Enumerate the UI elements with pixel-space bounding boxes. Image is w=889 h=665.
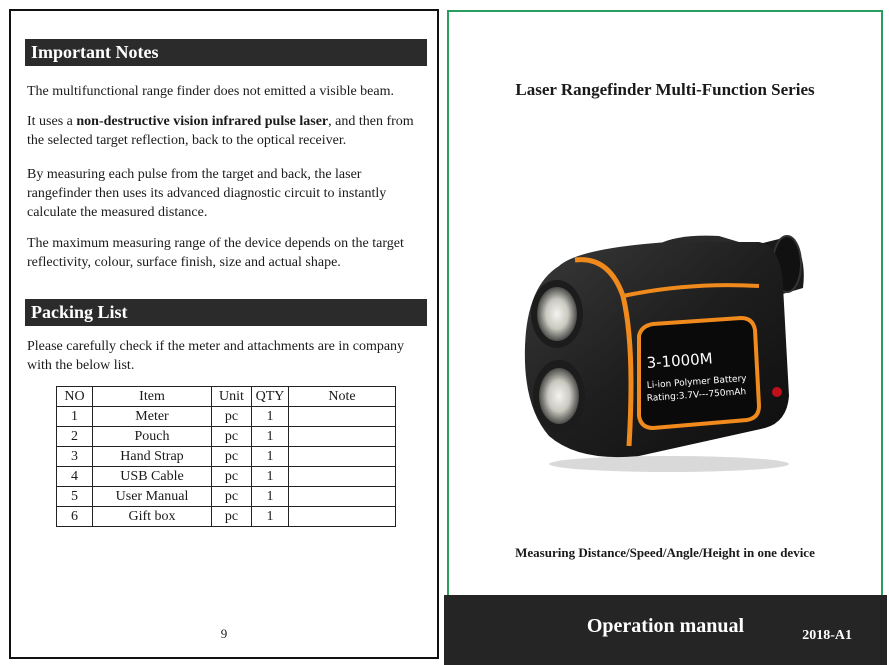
table-row (57, 427, 396, 447)
lower-lens (539, 368, 579, 424)
cell-unit: pc (212, 507, 252, 527)
cell-qty: 1 (252, 447, 289, 467)
notes-paragraph-2-suffix: , and then from the selected target reflection, back to the optical receiver. (27, 114, 414, 148)
cell-item: USB Cable (93, 467, 212, 487)
cell-item: User Manual (93, 487, 212, 507)
notes-paragraph-2 (27, 112, 429, 150)
page-number: 9 (220, 626, 228, 641)
cover-subtitle: Measuring Distance/Speed/Angle/Height in one device (515, 545, 815, 560)
notes-paragraph-1: The multifunctional range finder does not emitted a visible beam. (27, 84, 395, 99)
packing-table (56, 386, 396, 527)
table-row (57, 407, 396, 427)
left-page (9, 9, 439, 659)
important-notes-heading: Important Notes (25, 39, 427, 66)
cell-note (289, 427, 396, 447)
cell-note (289, 407, 396, 427)
label-battery: Li-ion Polymer Battery (646, 374, 747, 391)
device-shadow (549, 456, 789, 472)
table-row (57, 447, 396, 467)
rangefinder-device-illustration (519, 226, 809, 476)
cell-qty: 1 (252, 407, 289, 427)
header-no: NO (57, 387, 93, 407)
cell-item: Gift box (93, 507, 212, 527)
cell-qty: 1 (252, 487, 289, 507)
packing-list-heading: Packing List (25, 299, 427, 326)
cell-qty: 1 (252, 467, 289, 487)
cell-no: 4 (57, 467, 93, 487)
cell-item: Pouch (93, 427, 212, 447)
edition-code: 2018-A1 (802, 628, 852, 643)
notes-paragraph-2-prefix: It uses a (27, 114, 77, 129)
notes-paragraph-3: By measuring each pulse from the target and back, the laser rangefinder then uses its advanced diagnostic circuit to instantly calculate the measured distance. (27, 167, 387, 220)
cell-item: Meter (93, 407, 212, 427)
cell-qty: 1 (252, 507, 289, 527)
table-row (57, 467, 396, 487)
header-note: Note (289, 387, 396, 407)
header-unit: Unit (212, 387, 252, 407)
header-item: Item (93, 387, 212, 407)
cell-note (289, 467, 396, 487)
cell-unit: pc (212, 487, 252, 507)
packing-table-header-row (57, 387, 396, 407)
label-range: 3-1000M (646, 349, 714, 372)
header-qty: QTY (252, 387, 289, 407)
cover-footer-band (444, 595, 887, 665)
label-panel (639, 318, 759, 428)
cover-title: Laser Rangefinder Multi-Function Series (515, 80, 815, 99)
notes-paragraph-2-bold: non-destructive vision infrared pulse laser (76, 114, 329, 129)
packing-intro: Please carefully check if the meter and attachments are in company with the below list. (27, 339, 405, 373)
cell-note (289, 447, 396, 467)
cell-no: 3 (57, 447, 93, 467)
label-rating: Rating:3.7V---750mAh (646, 387, 747, 404)
cell-note (289, 507, 396, 527)
upper-lens (537, 287, 577, 341)
cover-page (447, 10, 883, 662)
cell-item: Hand Strap (93, 447, 212, 467)
cell-no: 6 (57, 507, 93, 527)
cell-no: 2 (57, 427, 93, 447)
red-indicator-light (772, 387, 782, 397)
cell-unit: pc (212, 447, 252, 467)
cell-unit: pc (212, 427, 252, 447)
table-row (57, 487, 396, 507)
cell-unit: pc (212, 467, 252, 487)
cell-unit: pc (212, 407, 252, 427)
cell-no: 1 (57, 407, 93, 427)
notes-paragraph-4: The maximum measuring range of the device depends on the target reflectivity, colour, surface finish, size and actual shape. (27, 236, 404, 270)
cell-qty: 1 (252, 427, 289, 447)
table-row (57, 507, 396, 527)
cell-no: 5 (57, 487, 93, 507)
operation-manual-title: Operation manual (586, 615, 745, 637)
cell-note (289, 487, 396, 507)
